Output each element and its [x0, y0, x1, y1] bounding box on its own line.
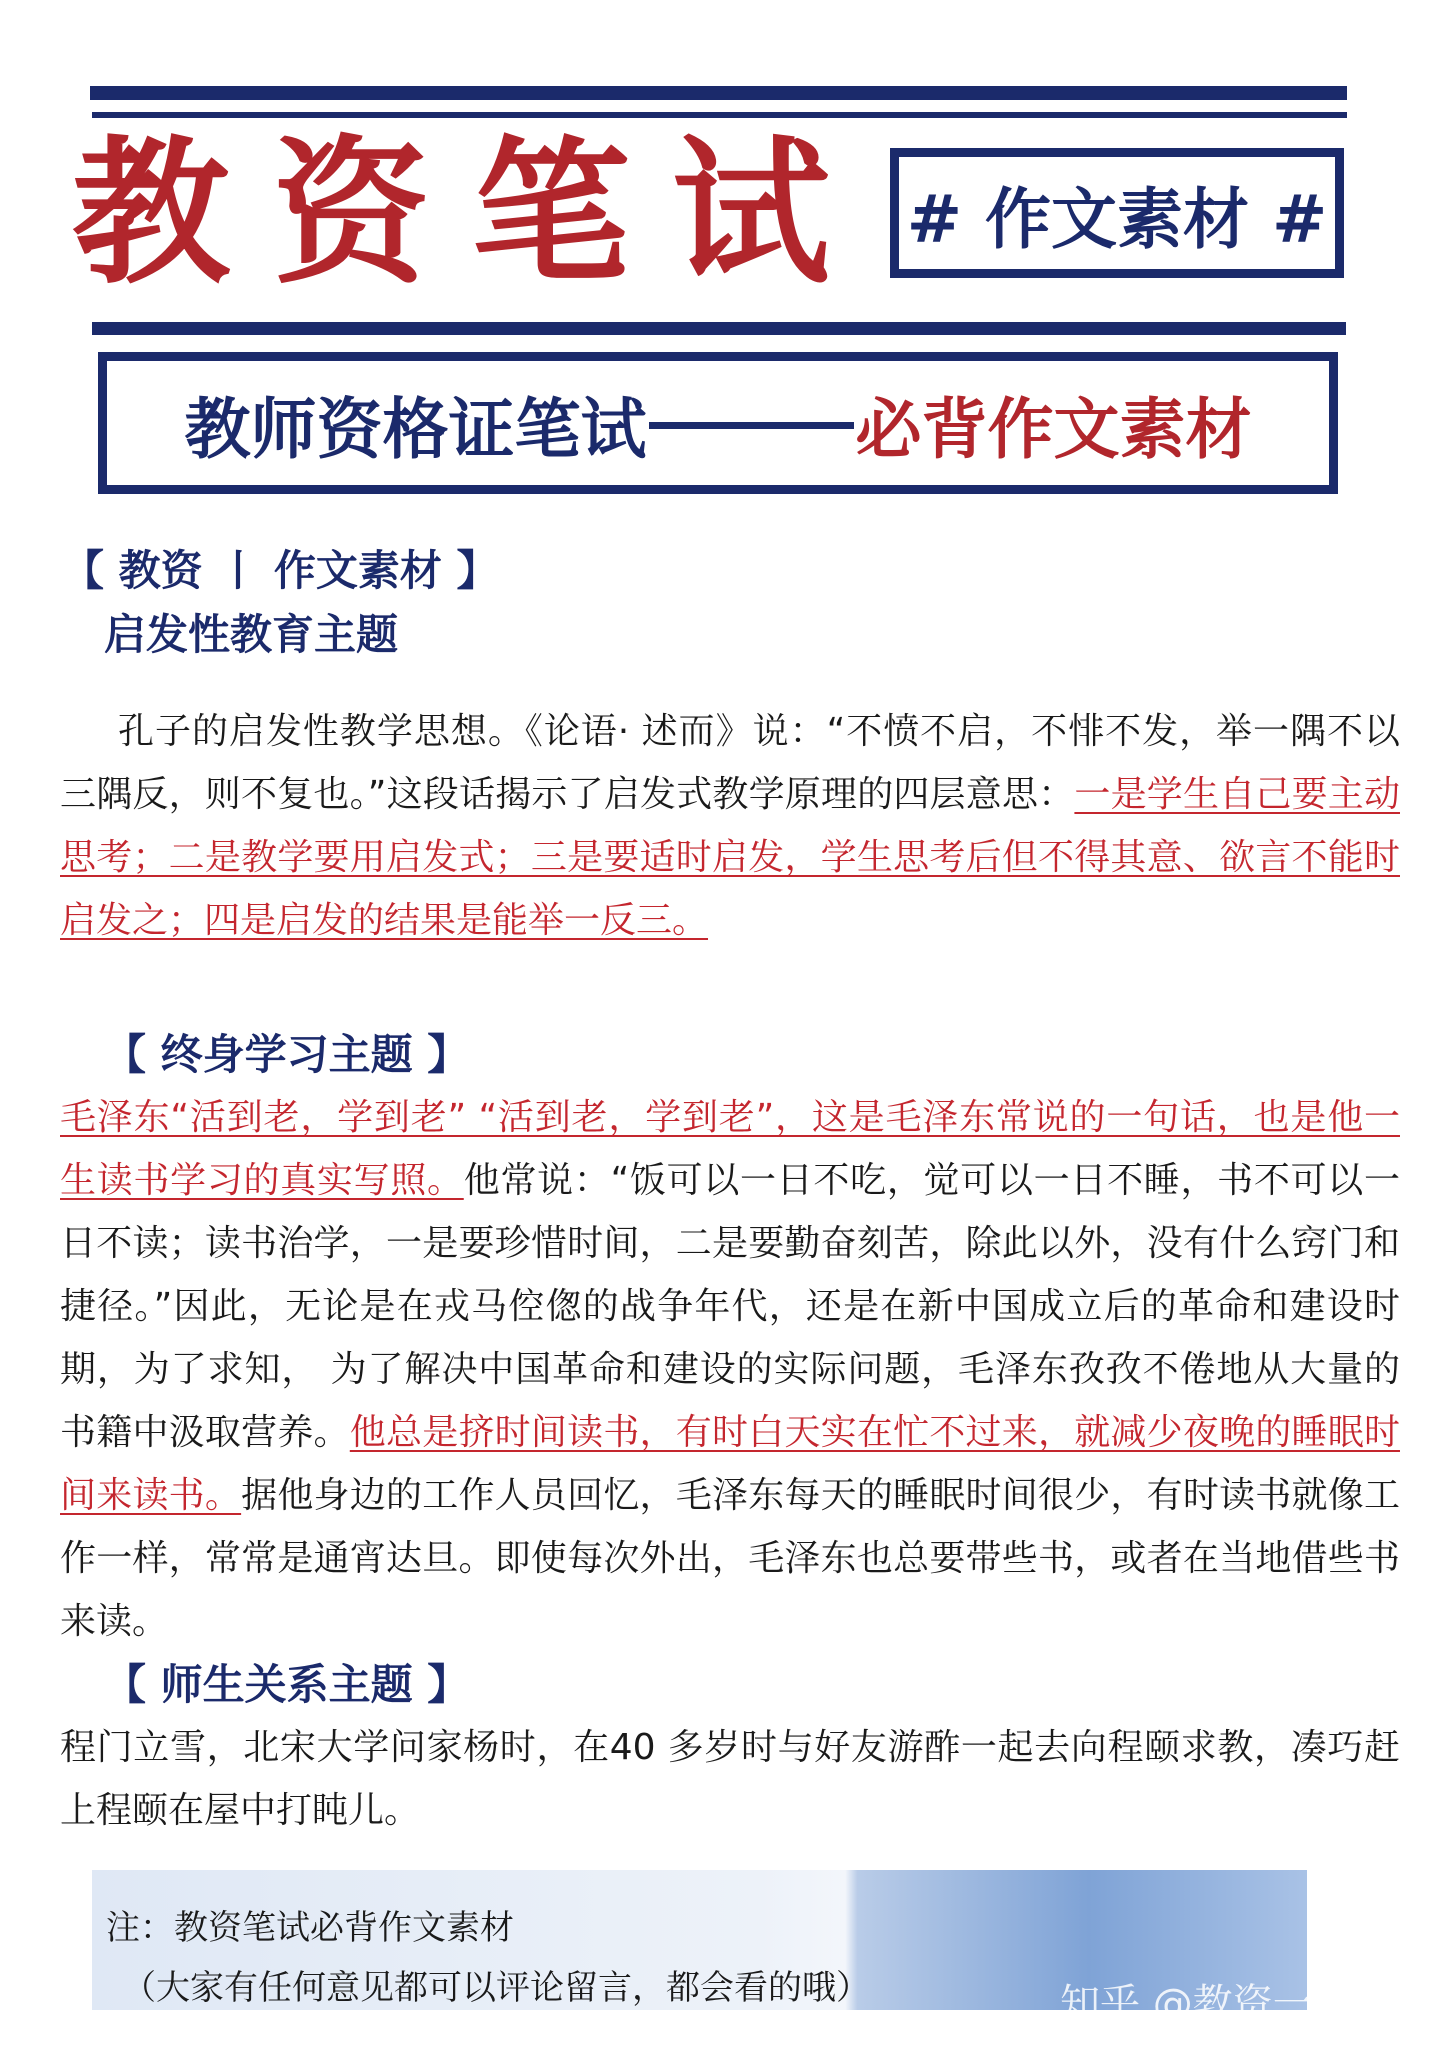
paragraph-text: 程门立雪，北宋大学问家杨时，在40 多岁时与好友游酢一起去向程颐求教，凑巧赶上程颐在屋中打盹儿。	[60, 1727, 1400, 1831]
section-label: 【 教资 丨 作文素材 】	[62, 546, 499, 595]
paragraph-inspiration	[60, 700, 1400, 952]
paragraph-teacher-student	[60, 1716, 1400, 1842]
paragraph-text: 他常说：“饭可以一日不吃，觉可以一日不睡，书不可以一日不读；读书治学，一是要珍惜时间，二是要勤奋刻苦，除此以外，没有什么窍门和捷径。”因此，无论是在戎马倥偬的战争年代，还是在新中国成立后的革命和建设时期，为了求知， 为了解决中国革命和建设的实际问题，毛泽东孜孜不倦地从大量的书籍中汲取营养。	[60, 1160, 1400, 1453]
highlighted-text: 他总是挤时间读书，有时白天实在忙不过来，就减少夜晚的睡眠时间来读书。	[60, 1412, 1400, 1516]
subtitle-left: 教师资格证笔试	[184, 390, 647, 468]
page-title: 教资笔试	[72, 122, 872, 306]
section-heading-teacher-student: 【 师生关系主题 】	[104, 1660, 470, 1709]
paragraph-lifelong-learning	[60, 1086, 1400, 1653]
note-line-2: （大家有任何意见都可以评论留言，都会看的哦）	[122, 1968, 870, 2008]
subtitle-right: 必背作文素材	[855, 390, 1252, 468]
paragraph-text: 据他身边的工作人员回忆，毛泽东每天的睡眠时间很少，有时读书就像工作一样，常常是通宵达旦。即使每次外出，毛泽东也总要带些书，或者在当地借些书来读。	[60, 1475, 1400, 1642]
watermark: 知乎 @教资一点通	[1060, 1981, 1393, 2027]
note-line-1: 注：教资笔试必背作文素材	[106, 1908, 514, 1948]
subtitle-box	[98, 352, 1338, 494]
topic-tag-box	[890, 148, 1344, 278]
highlighted-text: 毛泽东“活到老，学到老” “活到老，学到老”，这是毛泽东常说的一句话，也是他一生读书学习的真实写照。	[60, 1097, 1400, 1201]
topic-tag: # 作文素材 #	[906, 180, 1328, 258]
highlighted-text: 一是学生自己要主动思考；二是教学要用启发式；三是要适时启发，学生思考后但不得其意、欲言不能时启发之；四是启发的结果是能举一反三。	[60, 774, 1400, 941]
section-heading-inspiration: 启发性教育主题	[104, 610, 399, 659]
top-rule-thin	[92, 112, 1347, 118]
middle-rule	[92, 322, 1346, 335]
paragraph-text: 孔子的启发性教学思想。《论语· 述而》说：“不愤不启，不悱不发，举一隅不以三隅反，则不复也。”这段话揭示了启发式教学原理的四层意思：	[60, 711, 1400, 815]
subtitle-dash	[649, 422, 854, 429]
top-rule-thick	[90, 86, 1347, 100]
section-heading-lifelong-learning: 【 终身学习主题 】	[104, 1030, 470, 1079]
